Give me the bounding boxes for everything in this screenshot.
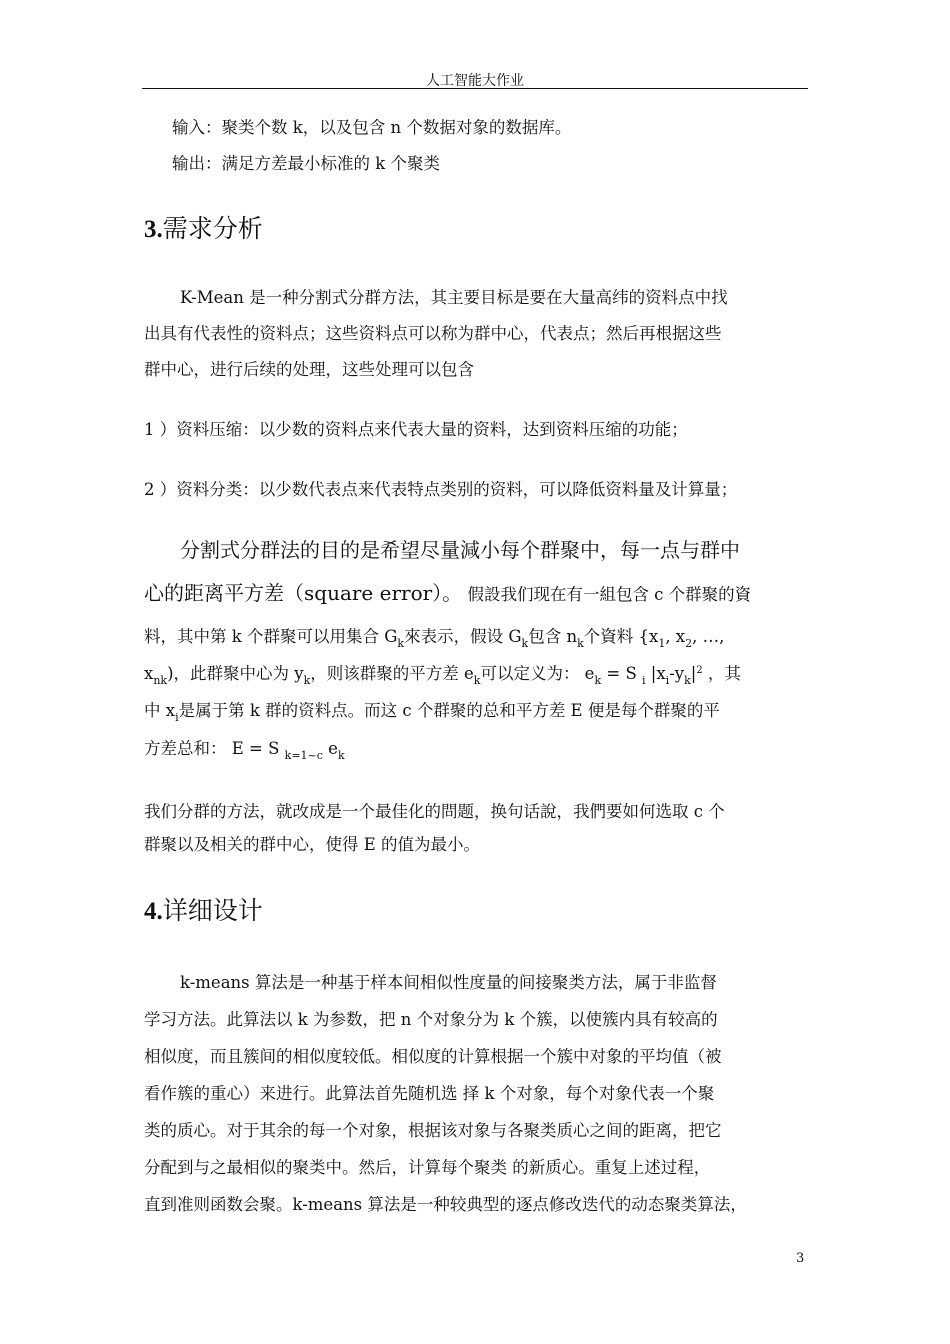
text-run: ，其 — [702, 664, 741, 683]
subscript: k — [684, 674, 691, 687]
text-run: , x — [665, 627, 686, 646]
list-item: 1 ）资料压缩：以少数的资料点来代表大量的资料，达到资料压缩的功能； — [144, 420, 688, 439]
formula-line — [144, 739, 345, 762]
input-line: 输入：聚类个数 k，以及包含 n 个数据对象的数据库。 — [172, 118, 572, 137]
paragraph-line: 直到准则函数会聚。k-means 算法是一种较典型的逐点修改迭代的动态聚类算法， — [144, 1195, 747, 1214]
subscript: k — [473, 674, 481, 687]
paragraph-line: 分配到与之最相似的聚类中。然后，计算每个聚类 的新质心。重复上述过程， — [144, 1158, 711, 1177]
text-run: |x — [645, 664, 666, 683]
subscript: i — [642, 674, 646, 687]
subscript: k=1~c — [284, 749, 323, 762]
section-number: 4. — [144, 898, 163, 925]
superscript: 2 — [696, 665, 703, 676]
section-4-heading — [144, 896, 263, 927]
text-run: 料，其中第 k 个群聚可以用集合 G — [144, 627, 398, 646]
subscript: i — [175, 711, 179, 724]
text-run: 來表示，假设 G — [404, 627, 522, 646]
paragraph-line: 看作簇的重心）来进行。此算法首先随机选 择 k 个对象，每个对象代表一个聚 — [144, 1084, 715, 1103]
paragraph-line: 相似度，而且簇间的相似度较低。相似度的计算根据一个簇中对象的平均值（被 — [144, 1047, 722, 1066]
text-run: = S — [601, 664, 642, 683]
paragraph-line: 分割式分群法的目的是希望尽量減小每个群聚中，每一点与群中 — [180, 538, 740, 562]
header-rule — [142, 88, 808, 89]
subscript: k — [594, 674, 602, 687]
paragraph-line: 出具有代表性的资料点；这些资料点可以称为群中心，代表点；然后再根据这些 — [144, 324, 722, 343]
text-run: -y — [669, 664, 685, 683]
subscript: k — [577, 637, 584, 650]
subscript: k — [337, 749, 345, 762]
text-run: e — [322, 739, 338, 758]
section-3-heading — [144, 214, 263, 245]
subscript: i — [665, 674, 670, 687]
page-header: 人工智能大作业 — [426, 73, 524, 89]
paragraph-line: 类的质心。对于其余的每一个对象，根据该对象与各聚类质心之间的距离，把它 — [144, 1121, 722, 1140]
section-number: 3. — [144, 216, 163, 243]
page-number: 3 — [796, 1251, 805, 1266]
text-run: 包含 n — [528, 627, 578, 646]
subscript: 2 — [685, 637, 693, 650]
text-run: 个資料 {x — [583, 627, 659, 646]
section-title: 需求分析 — [162, 214, 263, 243]
paragraph-line: 群中心，进行后续的处理，这些处理可以包含 — [144, 360, 474, 379]
text-run: 心的距离平方差（square error）。 — [144, 581, 463, 605]
section-title: 详细设计 — [162, 896, 263, 925]
paragraph-line: k-means 算法是一种基于样本间相似性度量的间接聚类方法，属于非监督 — [180, 973, 717, 992]
list-item: 2 ）资料分类：以少数代表点来代表特点类别的资料，可以降低资料量及计算量； — [144, 480, 738, 499]
formula-line — [144, 701, 720, 724]
subscript: k — [521, 637, 529, 650]
text-run: | — [690, 664, 697, 683]
paragraph-line: 群聚以及相关的群中心，使得 E 的值为最小。 — [144, 835, 481, 854]
subscript: nk — [153, 674, 168, 687]
text-run: )，此群聚中心为 y — [167, 664, 304, 683]
formula-line — [144, 664, 741, 687]
text-run: 可以定义为： e — [480, 664, 595, 683]
output-line: 输出：满足方差最小标准的 k 个聚类 — [172, 154, 440, 173]
paragraph-line: 学习方法。此算法以 k 为参数，把 n 个对象分为 k 个簇，以使簇内具有较高的 — [144, 1010, 718, 1029]
subscript: 1 — [658, 637, 666, 650]
text-run: , …, — [692, 627, 725, 646]
text-run: x — [144, 664, 154, 683]
paragraph-line: 我们分群的方法，就改成是一个最佳化的問题，换句话說，我們要如何选取 c 个 — [144, 802, 725, 821]
text-run: 中 x — [144, 701, 176, 720]
formula-line — [144, 627, 725, 650]
text-run: 是属于第 k 群的资料点。而这 c 个群聚的总和平方差 E 便是每个群聚的平 — [178, 701, 720, 720]
subscript: k — [303, 674, 311, 687]
paragraph-line — [144, 583, 751, 605]
subscript: k — [397, 637, 405, 650]
paragraph-line: K-Mean 是一种分割式分群方法，其主要目标是要在大量高纬的资料点中找 — [180, 288, 728, 307]
text-run: 方差总和： E = S — [144, 739, 285, 758]
text-run: ，则该群聚的平方差 e — [310, 664, 474, 683]
text-run: 假設我们现在有一組包含 c 个群聚的資 — [467, 585, 752, 604]
